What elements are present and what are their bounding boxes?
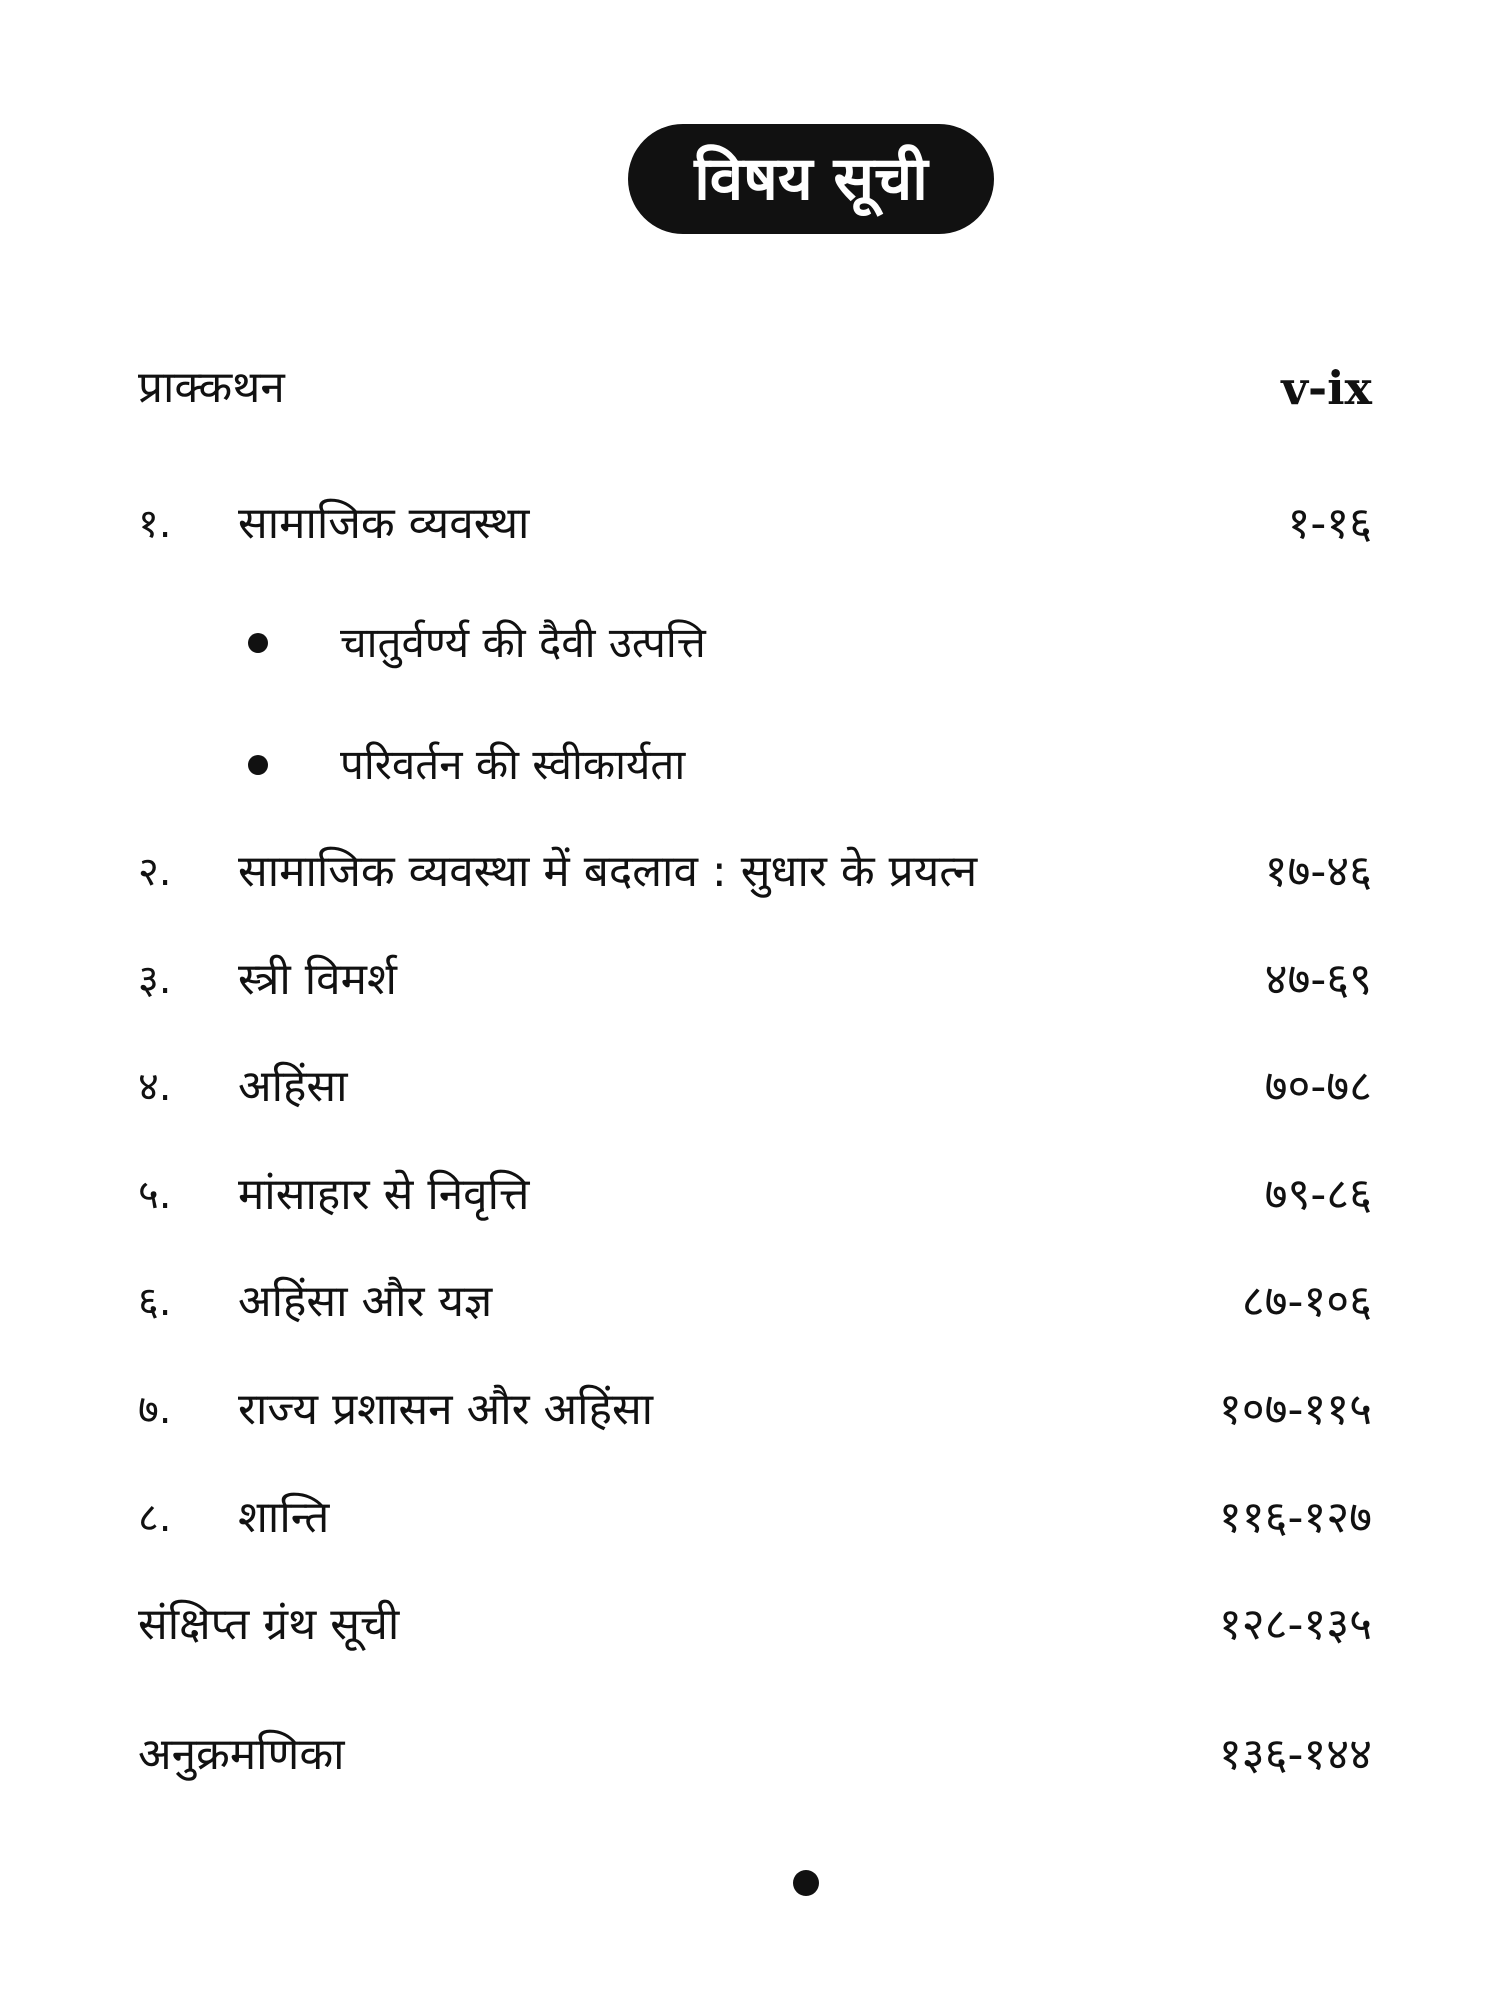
toc-entry-pages: v-ix	[1281, 361, 1372, 415]
toc-entry-title: अहिंसा और यज्ञ	[238, 1276, 493, 1327]
toc-entry-chapter-1	[0, 484, 1500, 564]
toc-entry-number: २.	[138, 849, 172, 895]
toc-entry-title: अनुक्रमणिका	[138, 1729, 345, 1780]
toc-entry-pages: ११६-१२७	[1218, 1492, 1372, 1543]
toc-heading-badge	[628, 124, 994, 234]
toc-subitem-label: परिवर्तन की स्वीकार्यता	[340, 740, 686, 789]
toc-subitem-label: चातुर्वर्ण्य की दैवी उत्पत्ति	[340, 618, 706, 667]
toc-entry-title: स्त्री विमर्श	[238, 954, 397, 1005]
toc-entry-chapter-2	[0, 832, 1500, 912]
page-title: विषय सूची	[694, 144, 928, 214]
toc-entry-number: ४.	[138, 1064, 172, 1110]
toc-entry-pages: १७-४६	[1264, 846, 1372, 897]
toc-entry-bibliography	[0, 1585, 1500, 1665]
bullet-icon	[248, 755, 268, 775]
toc-entry-title: मांसाहार से निवृत्ति	[238, 1169, 530, 1220]
toc-entry-title: सामाजिक व्यवस्था	[238, 498, 530, 549]
toc-entry-chapter-7	[0, 1370, 1500, 1450]
toc-entry-number: ६.	[138, 1279, 172, 1325]
toc-entry-pages: १२८-१३५	[1218, 1599, 1372, 1650]
toc-entry-chapter-6	[0, 1262, 1500, 1342]
toc-entry-number: १.	[138, 501, 172, 547]
toc-entry-number: ५.	[138, 1172, 172, 1218]
toc-entry-chapter-4	[0, 1047, 1500, 1127]
toc-entry-title: संक्षिप्त ग्रंथ सूची	[138, 1599, 400, 1650]
toc-entry-title: राज्य प्रशासन और अहिंसा	[238, 1384, 654, 1435]
toc-subitem	[0, 608, 1500, 678]
toc-entry-title: शान्ति	[238, 1492, 330, 1543]
toc-entry-chapter-8	[0, 1478, 1500, 1558]
toc-entry-pages: १-१६	[1287, 498, 1372, 549]
toc-entry-chapter-3	[0, 940, 1500, 1020]
toc-entry-pages: ७९-८६	[1264, 1169, 1372, 1220]
toc-entry-index	[0, 1715, 1500, 1795]
toc-entry-number: ३.	[138, 957, 172, 1003]
toc-entry-chapter-5	[0, 1155, 1500, 1235]
toc-entry-title: प्राक्कथन	[138, 362, 285, 413]
toc-entry-pages: ४७-६९	[1264, 954, 1372, 1005]
toc-entry-number: ८.	[138, 1495, 172, 1541]
footer-bullet-icon	[793, 1870, 819, 1896]
toc-entry-preface	[0, 348, 1500, 428]
toc-entry-number: ७.	[138, 1387, 172, 1433]
toc-entry-title: अहिंसा	[238, 1061, 348, 1112]
toc-entry-pages: ८७-१०६	[1241, 1276, 1372, 1327]
toc-subitem	[0, 730, 1500, 800]
toc-entry-pages: १३६-१४४	[1218, 1729, 1372, 1780]
bullet-icon	[248, 633, 268, 653]
toc-entry-pages: १०७-११५	[1218, 1384, 1372, 1435]
toc-entry-title: सामाजिक व्यवस्था में बदलाव : सुधार के प्रयत्न	[238, 846, 978, 897]
toc-entry-pages: ७०-७८	[1264, 1061, 1372, 1112]
